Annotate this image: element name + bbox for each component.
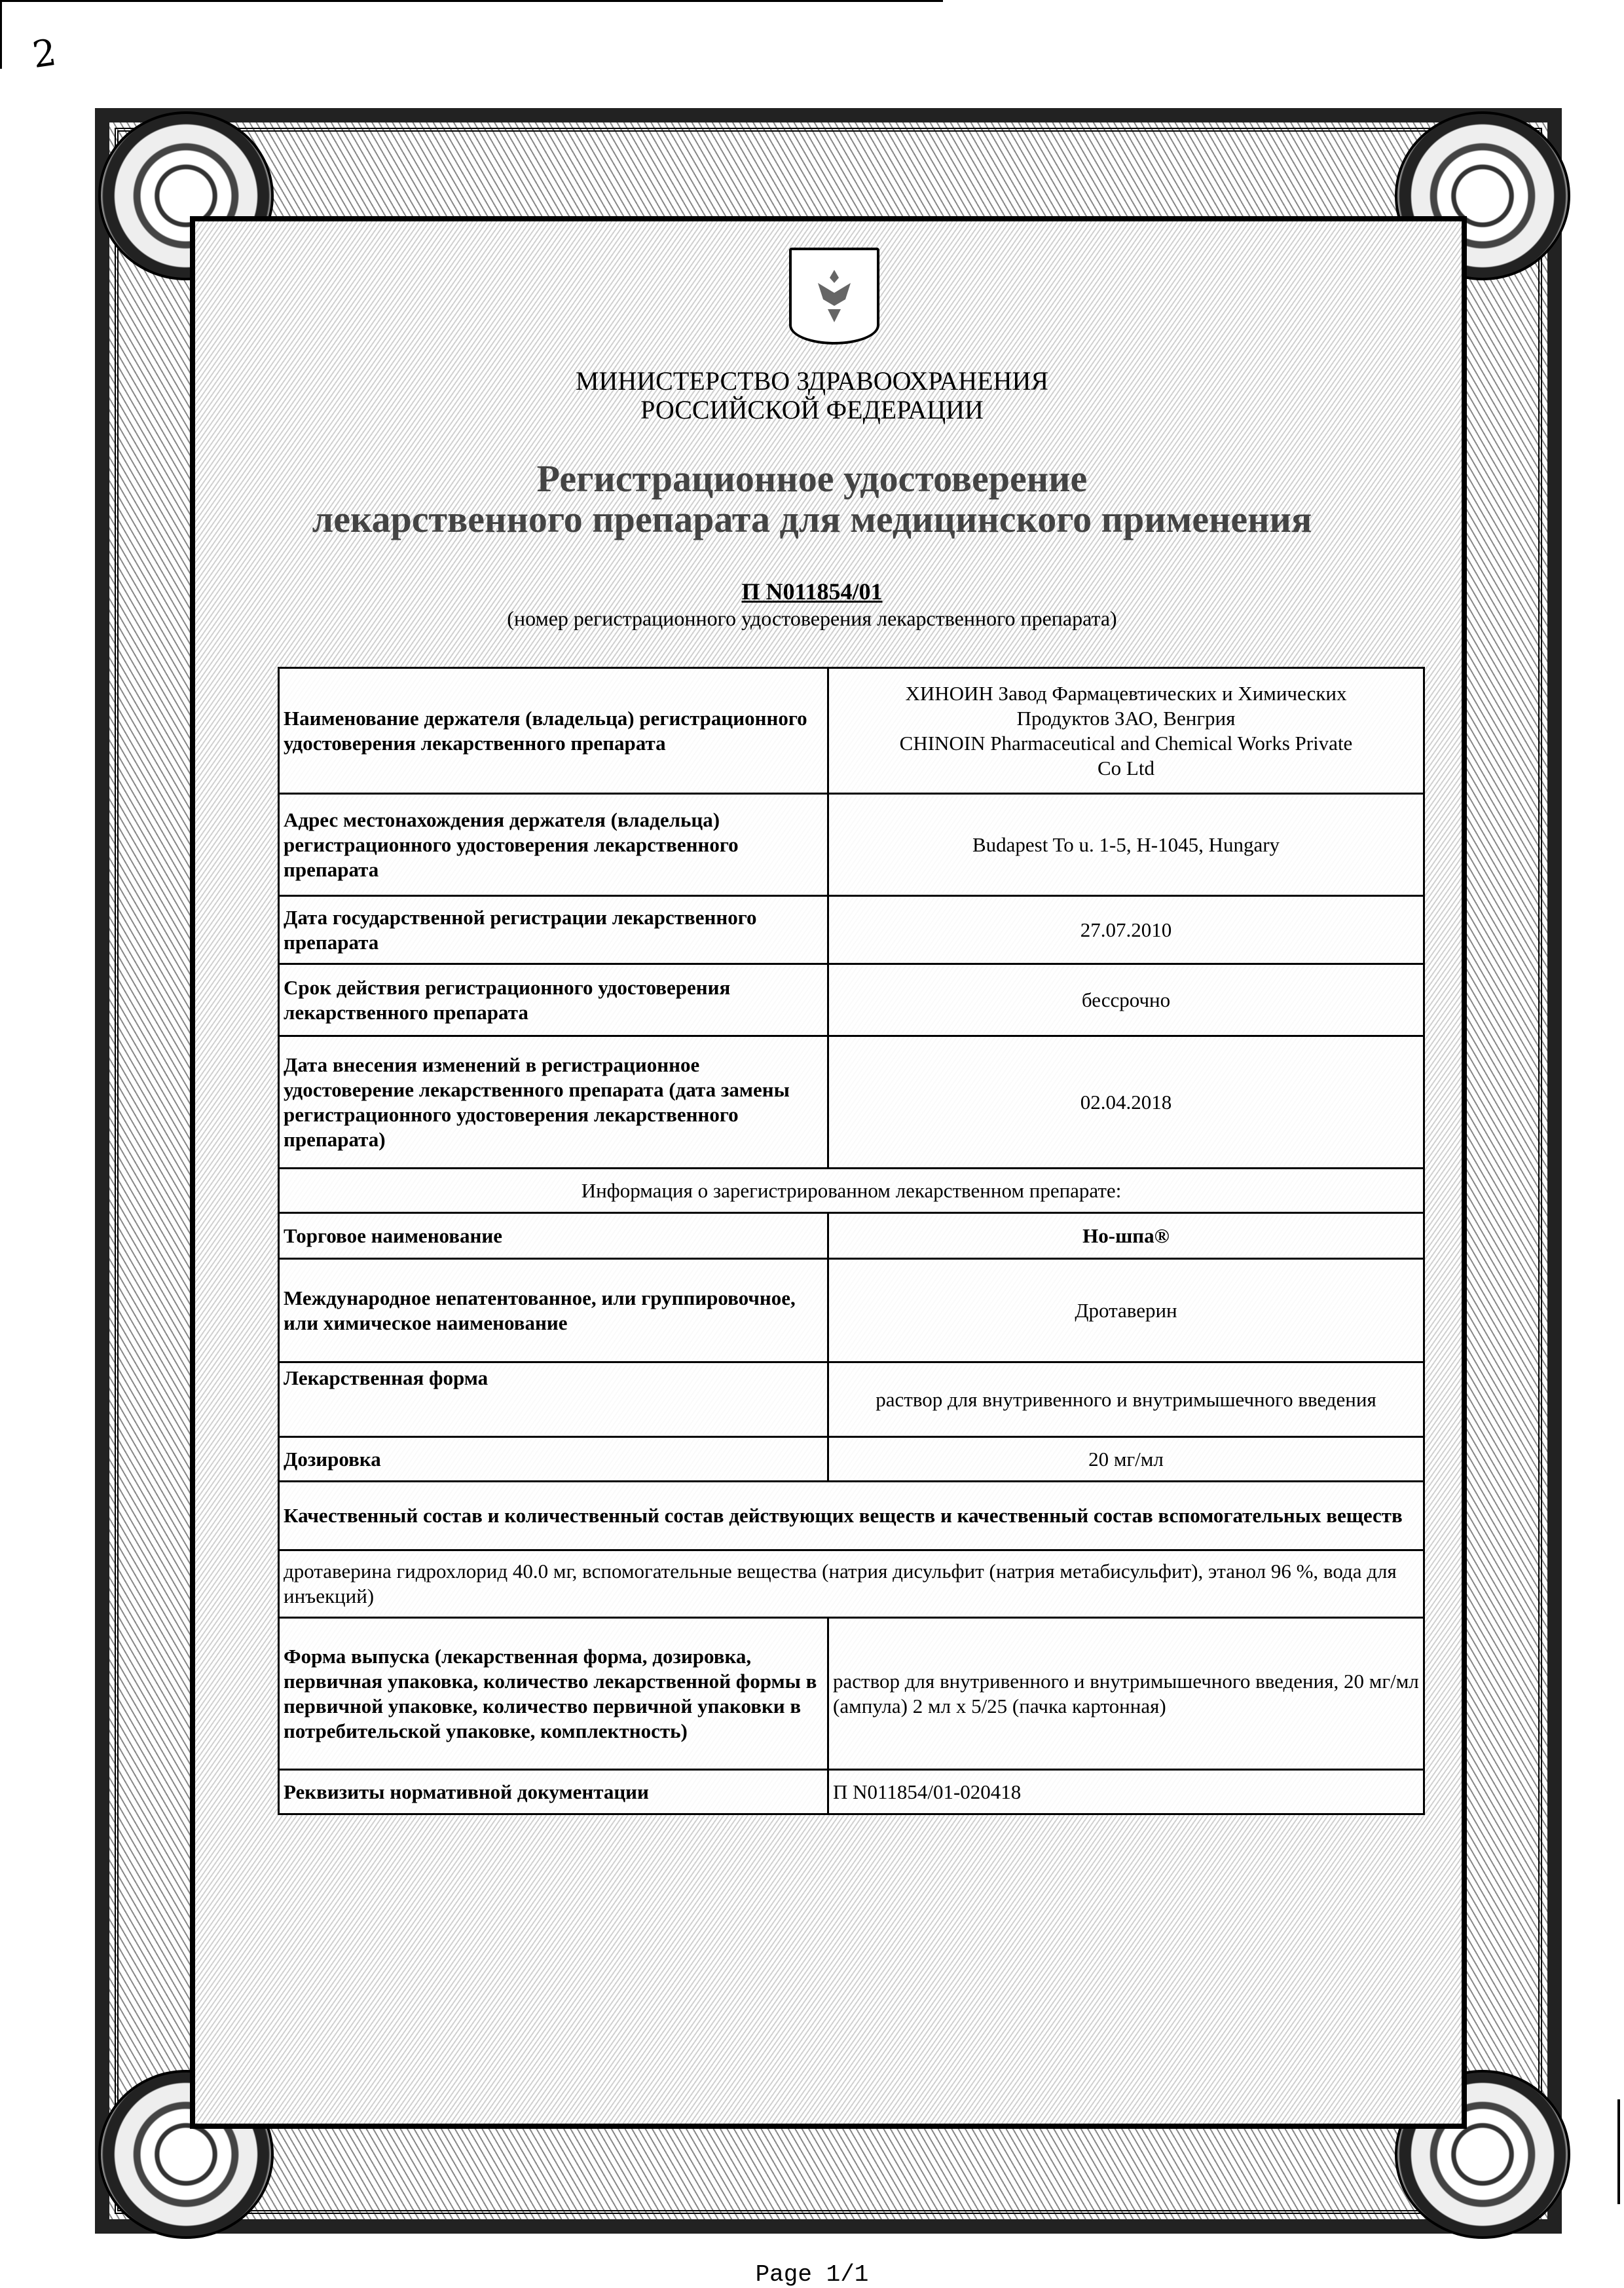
normative-docs-label: Реквизиты нормативной документации <box>279 1770 828 1814</box>
dosage-value: 20 мг/мл <box>828 1437 1424 1482</box>
table-row-holder-address <box>279 794 1424 896</box>
table-row-dosage-form <box>279 1362 1424 1437</box>
table-row-inn <box>279 1259 1424 1362</box>
table-row-normative-docs <box>279 1770 1424 1814</box>
holder-name-label: Наименование держателя (владельца) регистрационного удостоверения лекарственного препарата <box>279 668 828 794</box>
ministry-name-line2: РОССИЙСКОЙ ФЕДЕРАЦИИ <box>640 395 984 424</box>
holder-name-value <box>828 668 1424 794</box>
registration-number-caption: (номер регистрационного удостоверения лекарственного препарата) <box>507 607 1117 630</box>
dosage-form-value: раствор для внутривенного и внутримышечного введения <box>828 1362 1424 1437</box>
info-header: Информация о зарегистрированном лекарственном препарате: <box>279 1169 1424 1213</box>
dosage-form-label: Лекарственная форма <box>279 1362 828 1437</box>
certificate-title-line2: лекарственного препарата для медицинского применения <box>312 498 1312 540</box>
inn-label: Международное непатентованное, или группировочное, или химическое наименование <box>279 1259 828 1362</box>
scan-edge-left <box>0 0 2 69</box>
registration-date-label: Дата государственной регистрации лекарственного препарата <box>279 896 828 964</box>
composition-value: дротаверина гидрохлорид 40.0 мг, вспомогательные вещества (натрия дисульфит (натрия метабисульфит), этанол 96 %, вода для инъекций) <box>279 1550 1424 1618</box>
holder-name-line: CHINOIN Pharmaceutical and Chemical Works Private <box>899 731 1353 755</box>
holder-name-line: ХИНОИН Завод Фармацевтических и Химических <box>905 681 1347 705</box>
table-row-release-form <box>279 1618 1424 1770</box>
table-row-trade-name <box>279 1213 1424 1259</box>
table-row-holder-name <box>279 668 1424 794</box>
table-row-validity <box>279 964 1424 1036</box>
certificate-table <box>278 667 1425 1815</box>
change-date-value: 02.04.2018 <box>828 1036 1424 1169</box>
composition-header: Качественный состав и количественный состав действующих веществ и качественный состав вспомогательных веществ <box>279 1482 1424 1550</box>
holder-address-label: Адрес местонахождения держателя (владельца) регистрационного удостоверения лекарственного препарата <box>279 794 828 896</box>
page-number: Page 1/1 <box>755 2261 869 2288</box>
change-date-label: Дата внесения изменений в регистрационное удостоверение лекарственного препарата (дата замены регистрационного удостоверения лекарственного препарата) <box>279 1036 828 1169</box>
scan-edge-right <box>1617 2099 1620 2204</box>
holder-address-value: Budapest To u. 1-5, H-1045, Hungary <box>828 794 1424 896</box>
table-row-dosage <box>279 1437 1424 1482</box>
trade-name-label: Торговое наименование <box>279 1213 828 1259</box>
table-row-composition <box>279 1550 1424 1618</box>
release-form-value: раствор для внутривенного и внутримышечного введения, 20 мг/мл (ампула) 2 мл x 5/25 (пачка картонная) <box>828 1618 1424 1770</box>
registration-date-value: 27.07.2010 <box>828 896 1424 964</box>
certificate-title-line1: Регистрационное удостоверение <box>536 457 1088 500</box>
table-row-info-header <box>279 1169 1424 1213</box>
dosage-label: Дозировка <box>279 1437 828 1482</box>
coat-of-arms-icon <box>789 248 879 345</box>
handwritten-page-mark: 2 <box>29 31 59 77</box>
ministry-name-line1: МИНИСТЕРСТВО ЗДРАВООХРАНЕНИЯ <box>575 366 1049 396</box>
table-row-change-date <box>279 1036 1424 1169</box>
holder-name-line: Продуктов ЗАО, Венгрия <box>1016 706 1236 730</box>
trade-name-value: Но-шпа® <box>828 1213 1424 1259</box>
validity-value: бессрочно <box>828 964 1424 1036</box>
table-row-registration-date <box>279 896 1424 964</box>
validity-label: Срок действия регистрационного удостоверения лекарственного препарата <box>279 964 828 1036</box>
holder-name-line: Co Ltd <box>1098 756 1154 779</box>
normative-docs-value: П N011854/01-020418 <box>828 1770 1424 1814</box>
release-form-label: Форма выпуска (лекарственная форма, дозировка, первичная упаковка, количество лекарственной формы в первичной упаковке, количество первичной упаковки в потребительской упаковке, комплектность) <box>279 1618 828 1770</box>
inn-value: Дротаверин <box>828 1259 1424 1362</box>
scan-edge-top <box>0 0 943 2</box>
registration-number: П N011854/01 <box>741 578 883 605</box>
double-headed-eagle-icon <box>805 263 864 329</box>
table-row-composition-header <box>279 1482 1424 1550</box>
